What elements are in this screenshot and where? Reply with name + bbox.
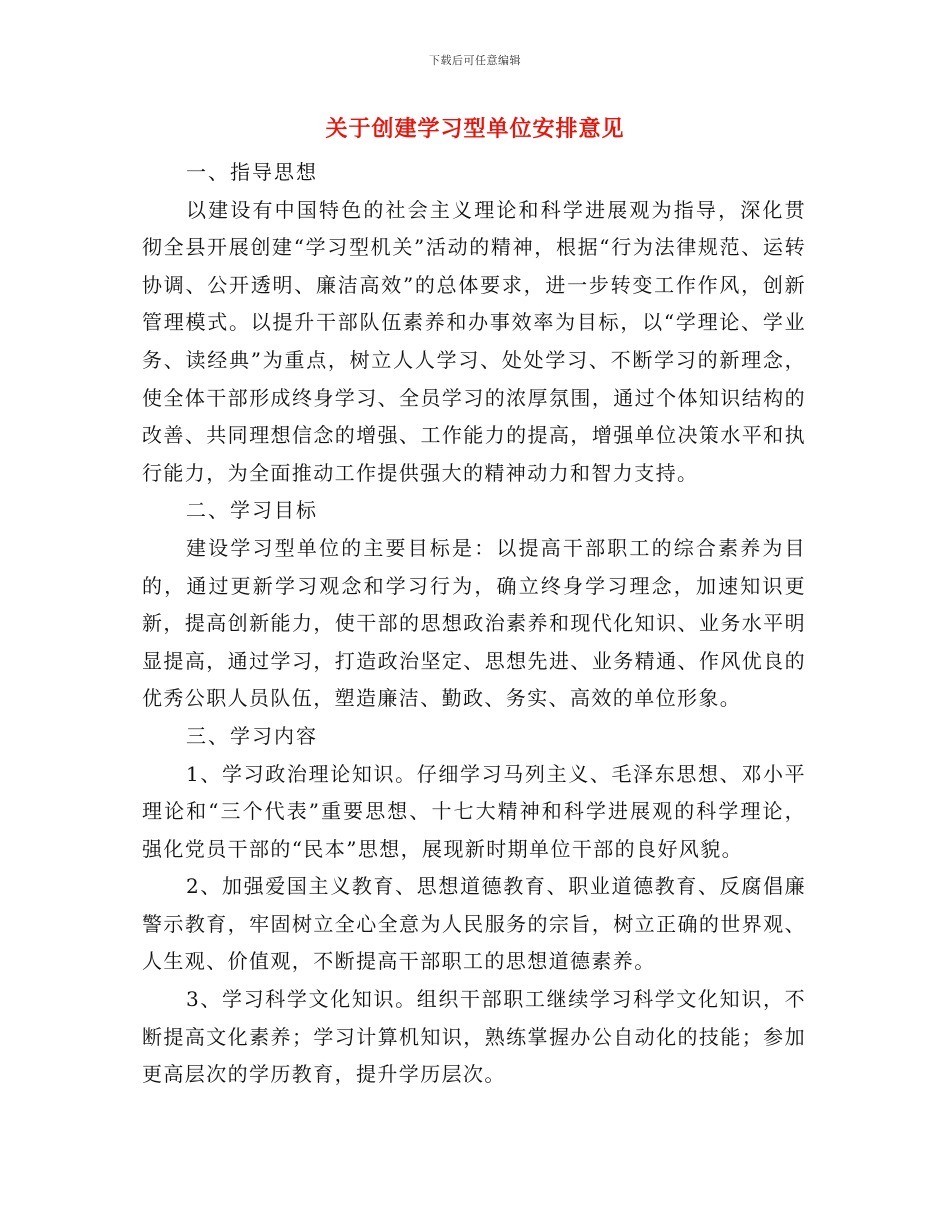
document-title: 关于创建学习型单位安排意见 bbox=[325, 117, 625, 142]
section-heading-learning-goals: 二、学习目标 bbox=[186, 498, 318, 523]
paragraph-guiding-thought: 以建设有中国特色的社会主义理论和科学进展观为指导，深化贯彻全县开展创建“学习型机关”活动的精神，根据“行为法律规范、运转协调、公开透明、廉洁高效”的总体要求，进一步转变工作作风，创新管理模式。以提升干部队伍素养和办事效率为目标，以“学理论、学业务、读经典”为重点，树立人人学习、处处学习、不断学习的新理念，使全体干部形成终身学习、全员学习的浓厚氛围，通过个体知识结构的改善、共同理想信念的增强、工作能力的提高，增强单位决策水平和执行能力，为全面推动工作提供强大的精神动力和智力支持。 bbox=[142, 197, 806, 485]
paragraph-content-item-2: 2、加强爱国主义教育、思想道德教育、职业道德教育、反腐倡廉警示教育，牢固树立全心全意为人民服务的宗旨，树立正确的世界观、人生观、价值观，不断提高干部职工的思想道德素养。 bbox=[142, 874, 806, 974]
section-heading-guiding-thought: 一、指导思想 bbox=[186, 160, 318, 184]
paragraph-content-item-1: 1、学习政治理论知识。仔细学习马列主义、毛泽东思想、邓小平理论和“三个代表”重要思想、十七大精神和科学进展观的科学理论，强化党员干部的“民本”思想，展现新时期单位干部的良好风貌。 bbox=[142, 761, 806, 861]
paragraph-learning-goals: 建设学习型单位的主要目标是：以提高干部职工的综合素养为目的，通过更新学习观念和学习行为，确立终身学习理念，加速知识更新，提高创新能力，使干部的思想政治素养和现代化知识、业务水平明显提高，通过学习，打造政治坚定、思想先进、业务精通、作风优良的优秀公职人员队伍，塑造廉洁、勤政、务实、高效的单位形象。 bbox=[142, 535, 806, 711]
page-header: 下载后可任意编辑 bbox=[429, 54, 521, 67]
section-heading-learning-content: 三、学习内容 bbox=[186, 723, 318, 748]
paragraph-content-item-3: 3、学习科学文化知识。组织干部职工继续学习科学文化知识，不断提高文化素养；学习计算机知识，熟练掌握办公自动化的技能；参加更高层次的学历教育，提升学历层次。 bbox=[142, 987, 806, 1087]
document-body bbox=[142, 154, 806, 1094]
